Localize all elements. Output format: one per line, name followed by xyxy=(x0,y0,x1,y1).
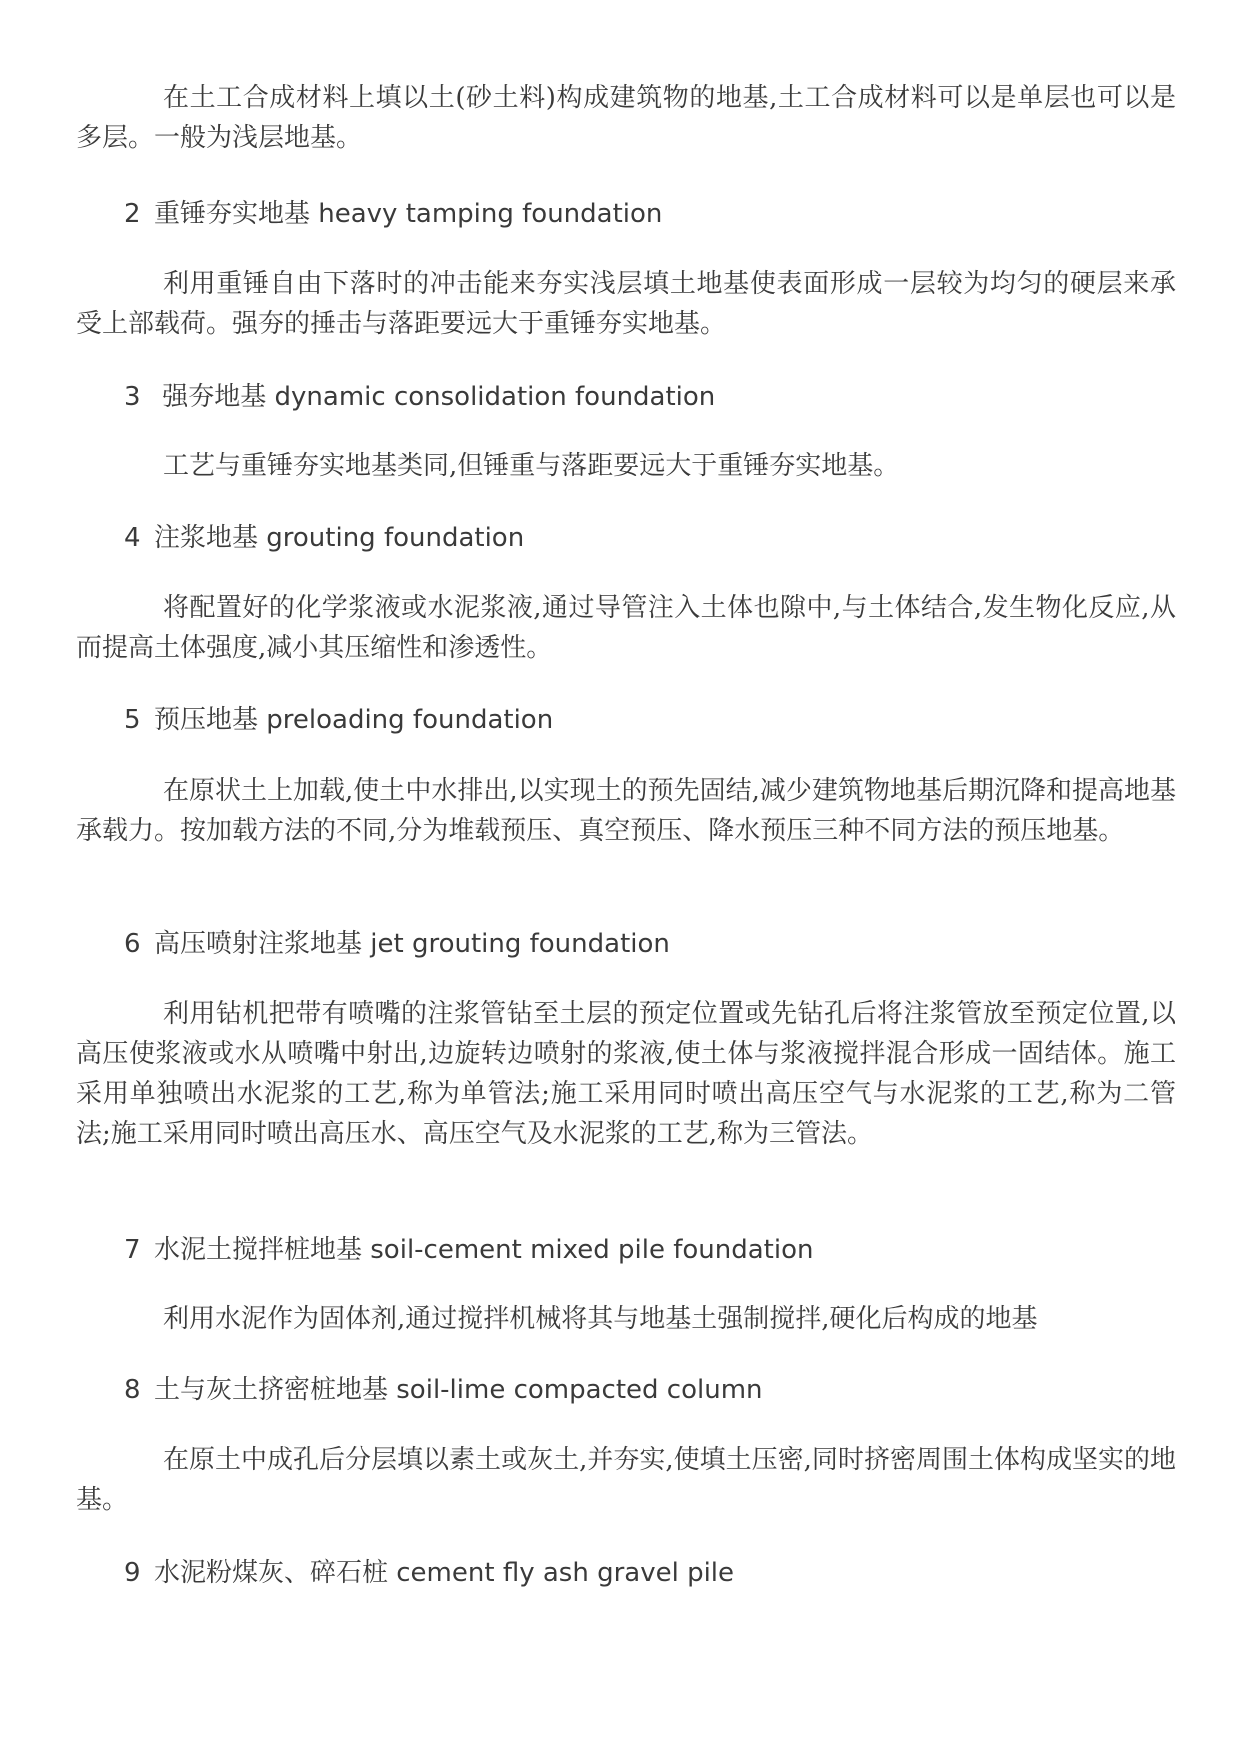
heading-text: 注浆地基 grouting foundation xyxy=(154,523,525,553)
heading-cement-fly-ash-gravel-pile xyxy=(124,1556,734,1590)
paragraph-jet-grouting: 利用钻机把带有喷嘴的注浆管钻至土层的预定位置或先钻孔后将注浆管放至预定位置,以高压使浆液或水从喷嘴中射出,边旋转边喷射的浆液,使土体与浆液搅拌混合形成一固结体。施工采用单独喷出水泥浆的工艺,称为单管法;施工采用同时喷出高压空气与水泥浆的工艺,称为二管法;施工采用同时喷出高压水、高压空气及水泥浆的工艺,称为三管法。 xyxy=(76,999,1176,1149)
heading-jet-grouting xyxy=(124,927,670,961)
heading-number: 2 xyxy=(124,199,141,229)
heading-text: 高压喷射注浆地基 jet grouting foundation xyxy=(154,929,670,959)
heading-dynamic-consolidation xyxy=(124,380,715,414)
paragraph-heavy-tamping: 利用重锤自由下落时的冲击能来夯实浅层填土地基使表面形成一层较为均匀的硬层来承受上部载荷。强夯的捶击与落距要远大于重锤夯实地基。 xyxy=(76,269,1176,339)
heading-text: 土与灰土挤密桩地基 soil-lime compacted column xyxy=(154,1375,763,1405)
heading-text: 水泥土搅拌桩地基 soil-cement mixed pile foundation xyxy=(154,1235,814,1265)
paragraph-preloading: 在原状土上加载,使土中水排出,以实现土的预先固结,减少建筑物地基后期沉降和提高地基承载力。按加载方法的不同,分为堆载预压、真空预压、降水预压三种不同方法的预压地基。 xyxy=(76,776,1176,846)
heading-number: 9 xyxy=(124,1558,141,1588)
heading-number: 8 xyxy=(124,1375,141,1405)
heading-soil-lime-compacted-column xyxy=(124,1373,763,1407)
heading-text: 水泥粉煤灰、碎石桩 cement fly ash gravel pile xyxy=(154,1558,735,1588)
paragraph-geosynthetic-foundation: 在土工合成材料上填以土(砂土料)构成建筑物的地基,土工合成材料可以是单层也可以是多层。一般为浅层地基。 xyxy=(76,83,1176,153)
heading-soil-cement-mixed-pile xyxy=(124,1233,813,1267)
heading-preloading xyxy=(124,703,553,737)
paragraph-soil-cement-mixed-pile: 利用水泥作为固体剂,通过搅拌机械将其与地基土强制搅拌,硬化后构成的地基 xyxy=(163,1304,1038,1334)
paragraph-dynamic-consolidation: 工艺与重锤夯实地基类同,但锤重与落距要远大于重锤夯实地基。 xyxy=(163,451,900,481)
paragraph-grouting: 将配置好的化学浆液或水泥浆液,通过导管注入土体也隙中,与土体结合,发生物化反应,从而提高土体强度,减小其压缩性和渗透性。 xyxy=(76,593,1176,663)
heading-heavy-tamping xyxy=(124,197,662,231)
heading-number: 3 xyxy=(124,382,141,412)
heading-number: 5 xyxy=(124,705,141,735)
heading-number: 4 xyxy=(124,523,141,553)
paragraph-soil-lime-compacted-column: 在原土中成孔后分层填以素土或灰土,并夯实,使填土压密,同时挤密周围土体构成坚实的地基。 xyxy=(76,1445,1176,1515)
heading-text: 强夯地基 dynamic consolidation foundation xyxy=(154,382,716,412)
heading-text: 预压地基 preloading foundation xyxy=(154,705,554,735)
heading-grouting xyxy=(124,521,524,555)
heading-number: 6 xyxy=(124,929,141,959)
heading-number: 7 xyxy=(124,1235,141,1265)
heading-text: 重锤夯实地基 heavy tamping foundation xyxy=(154,199,663,229)
